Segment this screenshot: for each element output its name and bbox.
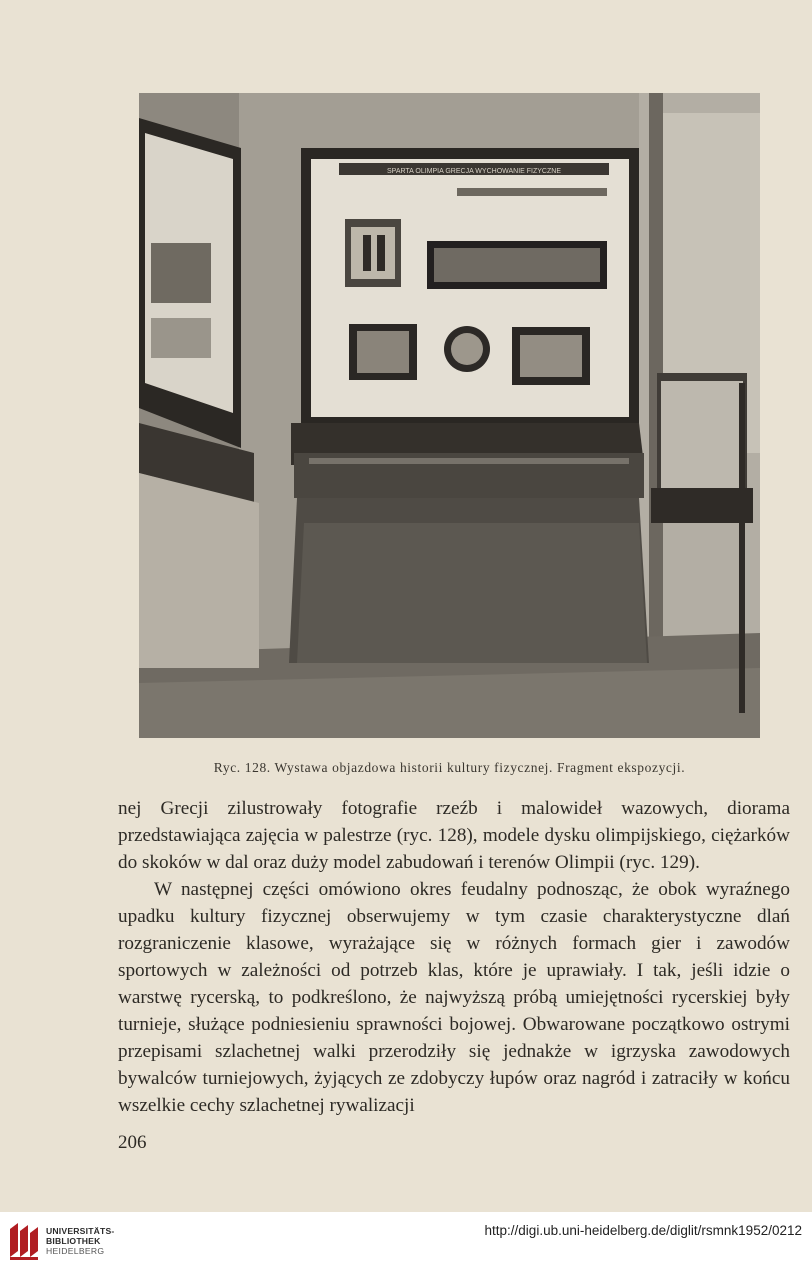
source-url-link[interactable]: http://digi.ub.uni-heidelberg.de/diglit/rsmnk1952/0212: [484, 1223, 802, 1238]
body-text: [118, 795, 790, 1119]
figure-caption: Ryc. 128. Wystawa objazdowa historii kultury fizycznej. Fragment ekspozycji.: [213, 760, 686, 775]
library-name-line-3: HEIDELBERG: [46, 1246, 105, 1256]
library-name-line-1: UNIVERSITÄTS-: [46, 1226, 115, 1236]
digitization-footer: [0, 1212, 812, 1270]
library-name: [46, 1226, 115, 1256]
showcase-banner-text: SPARTA OLIMPIA GRECJA WYCHOWANIE FIZYCZNE: [387, 168, 561, 175]
paragraph-1: nej Grecji zilustrowały fotografie rzeźb i malowideł wazowych, diorama przedstawiająca zajęcia w palestrze (ryc. 128), modele dysku olimpijskiego, ciężarków do skoków w dal oraz duży model zabudowań i terenów Olimpii (ryc. 129).: [118, 798, 790, 873]
paragraph-2: W następnej części omówiono okres feudalny podnosząc, że obok wyraźnego upadku kultury fizycznej obserwujemy w tym czasie charakterystyczne dlań rozgraniczenie klasowe, wyrażające się w różnych formach gier i zawodów sportowych w zależności od potrzeb klas, które je uprawiały. I tak, jeśli idzie o warstwę rycerską, to podkreślono, że najwyższą próbą umiejętności rycerskiej były turnieje, służące podniesieniu sprawności bojowej. Obwarowane początkowo ostrymi przepisami szlachetnej walki przerodziły się jednakże w igrzyska zawodowych bywalców turniejowych, żyjących ze zdobyczy łupów oraz nagród i zatraciły w końcu wszelkie cechy szlachetnej rywalizacji: [118, 879, 790, 1116]
exhibition-photograph: [139, 93, 760, 738]
library-name-line-2: BIBLIOTHEK: [46, 1236, 101, 1246]
exhibition-photo-illustration: [139, 93, 760, 738]
university-library-logo-icon: [8, 1221, 40, 1261]
page-number: 206: [118, 1132, 147, 1153]
